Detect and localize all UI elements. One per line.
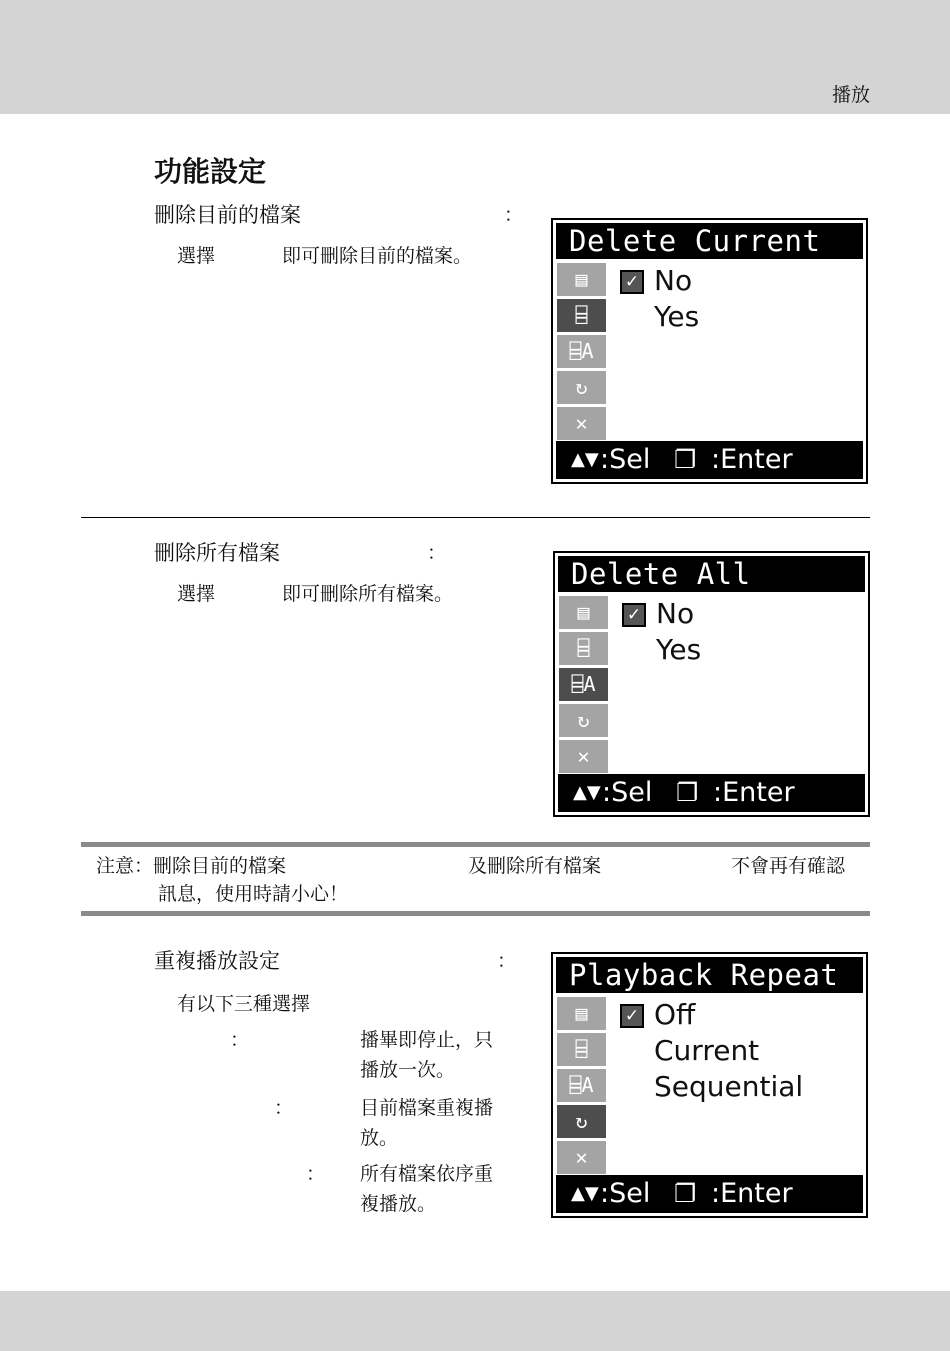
section-divider [81, 517, 870, 518]
checkbox-checked-icon: ✓ [620, 270, 644, 294]
note-mid: 及刪除所有檔案 [468, 855, 602, 877]
opt1-line2: 播放一次。 [360, 1059, 456, 1081]
footer-band [0, 1291, 950, 1351]
folder-list-icon: ▤ [559, 596, 608, 629]
opt1-line1: 播畢即停止，只 [360, 1029, 494, 1051]
screen-option-label: Current [654, 1034, 760, 1067]
playback-repeat-screen [551, 952, 868, 1218]
footer-sel-label: :Sel [600, 444, 651, 475]
trash-icon: ⌸ [557, 1033, 606, 1066]
screen-option-label: Yes [656, 633, 702, 666]
screen-option-no [620, 263, 699, 299]
screen-option-yes [622, 632, 701, 668]
trash-all-icon: ⌸A [559, 668, 608, 701]
footer-enter-label: :Enter [711, 444, 793, 475]
screen-option-label: No [654, 264, 693, 297]
note-bottom-rule [81, 911, 870, 916]
delete-all-desc-prefix: 選擇 [177, 583, 216, 605]
page-title: 功能設定 [154, 155, 267, 188]
screen-footer [558, 774, 865, 812]
up-down-arrow-icon: ▲▼ [573, 782, 601, 803]
screen-footer [556, 1175, 863, 1213]
delete-all-screen [553, 551, 870, 817]
delete-all-desc-suffix: 即可刪除所有檔案。 [282, 583, 454, 605]
opt2-line1: 目前檔案重複播 [360, 1097, 494, 1119]
screen-options [622, 596, 701, 668]
up-down-arrow-icon: ▲▼ [571, 1183, 599, 1204]
screen-options [620, 997, 803, 1105]
delete-all-heading: 刪除所有檔案 [154, 541, 280, 565]
folder-list-icon: ▤ [557, 263, 606, 296]
exit-icon: ✕ [557, 407, 606, 440]
opt2-colon: ： [274, 1097, 294, 1119]
checkbox-checked-icon: ✓ [622, 603, 646, 627]
screen-option-label: Yes [654, 300, 700, 333]
footer-sel-label: :Sel [600, 1178, 651, 1209]
screen-option-current [620, 1033, 803, 1069]
opt1-colon: ： [230, 1029, 250, 1051]
header-band [0, 0, 950, 114]
screen-title: Delete All [558, 556, 865, 592]
footer-sel-label: :Sel [602, 777, 653, 808]
repeat-icon: ↻ [557, 371, 606, 404]
enter-icon: ❐ [674, 1179, 697, 1208]
screen-option-sequential [620, 1069, 803, 1105]
folder-list-icon: ▤ [557, 997, 606, 1030]
playback-repeat-intro: 有以下三種選擇 [177, 993, 311, 1015]
checkbox-checked-icon: ✓ [620, 1004, 644, 1028]
delete-current-desc-prefix: 選擇 [177, 245, 216, 267]
up-down-arrow-icon: ▲▼ [571, 449, 599, 470]
screen-option-label: No [656, 597, 695, 630]
screen-title: Playback Repeat [556, 957, 863, 993]
note-line2: 訊息，使用時請小心！ [158, 883, 349, 905]
opt3-colon: ： [306, 1163, 326, 1185]
trash-all-icon: ⌸A [557, 1069, 606, 1102]
opt3-line2: 複播放。 [360, 1193, 437, 1215]
playback-repeat-colon: ： [497, 950, 517, 972]
exit-icon: ✕ [559, 740, 608, 773]
trash-icon: ⌸ [557, 299, 606, 332]
delete-current-heading: 刪除目前的檔案 [154, 203, 301, 227]
note-lead: 注意：刪除目前的檔案 [96, 855, 287, 877]
delete-all-colon: ： [427, 542, 447, 564]
section-tag: 播放 [831, 84, 870, 106]
repeat-icon: ↻ [559, 704, 608, 737]
screen-option-label: Off [654, 998, 696, 1031]
delete-current-colon: ： [504, 204, 524, 226]
opt2-line2: 放。 [360, 1127, 399, 1149]
screen-options [620, 263, 699, 335]
screen-footer [556, 441, 863, 479]
screen-option-off [620, 997, 803, 1033]
exit-icon: ✕ [557, 1141, 606, 1174]
screen-option-label: Sequential [654, 1070, 804, 1103]
note-top-rule [81, 842, 870, 847]
delete-current-desc-suffix: 即可刪除目前的檔案。 [282, 245, 473, 267]
trash-all-icon: ⌸A [557, 335, 606, 368]
screen-icon-column [557, 997, 606, 1177]
note-tail: 不會再有確認 [731, 855, 846, 877]
screen-option-yes [620, 299, 699, 335]
enter-icon: ❐ [674, 445, 697, 474]
footer-enter-label: :Enter [713, 777, 795, 808]
screen-option-no [622, 596, 701, 632]
opt3-line1: 所有檔案依序重 [360, 1163, 494, 1185]
playback-repeat-heading: 重複播放設定 [154, 949, 280, 973]
screen-title: Delete Current [556, 223, 863, 259]
enter-icon: ❐ [676, 778, 699, 807]
screen-icon-column [559, 596, 608, 776]
repeat-icon: ↻ [557, 1105, 606, 1138]
screen-icon-column [557, 263, 606, 443]
footer-enter-label: :Enter [711, 1178, 793, 1209]
trash-icon: ⌸ [559, 632, 608, 665]
delete-current-screen [551, 218, 868, 484]
